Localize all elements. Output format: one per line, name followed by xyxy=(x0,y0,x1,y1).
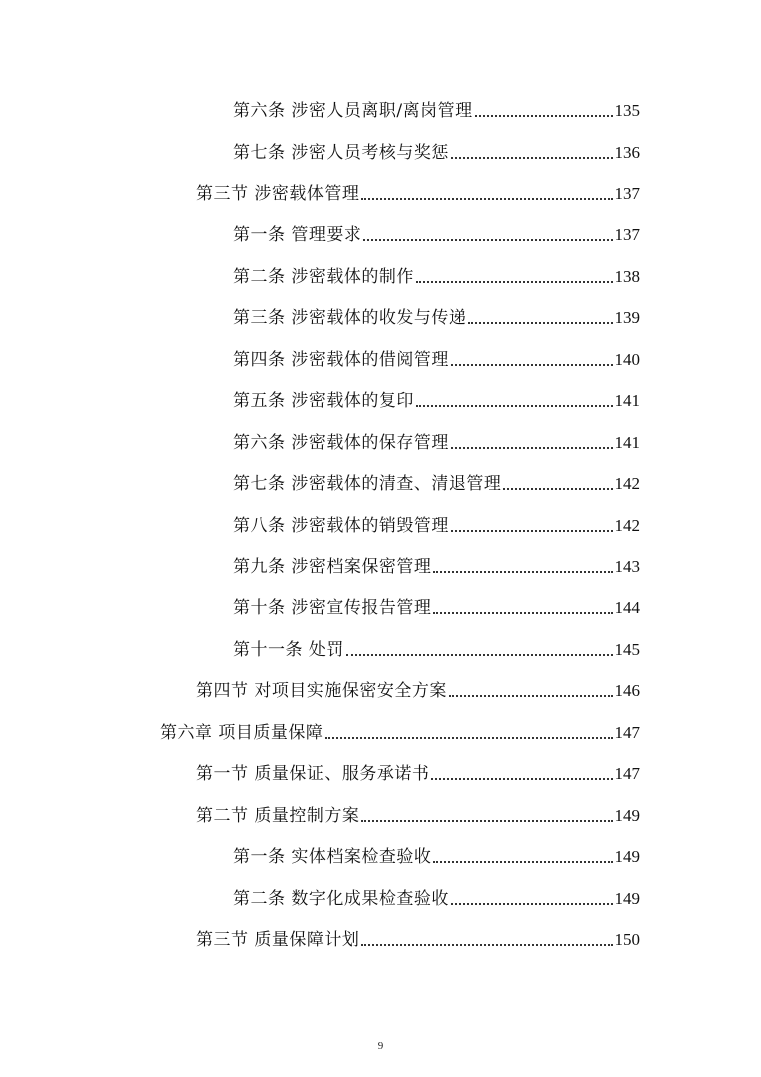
toc-entry-page: 139 xyxy=(614,308,640,327)
toc-entry-title: 第三节 涉密载体管理 xyxy=(196,184,360,204)
toc-entry[interactable] xyxy=(233,258,640,288)
toc-entry[interactable] xyxy=(196,755,640,785)
toc-dot-leader xyxy=(433,859,612,863)
toc-entry[interactable] xyxy=(233,589,640,619)
toc-entry-page: 141 xyxy=(614,391,640,410)
toc-entry-title: 第六章 项目质量保障 xyxy=(160,723,324,743)
toc-entry-page: 149 xyxy=(614,806,640,825)
toc-entry-page: 143 xyxy=(614,557,640,576)
toc-entry-page: 141 xyxy=(614,433,640,452)
toc-entry[interactable] xyxy=(233,880,640,910)
toc-dot-leader xyxy=(416,403,613,407)
toc-entry-title: 第二节 质量控制方案 xyxy=(196,806,360,826)
toc-entry-page: 149 xyxy=(614,889,640,908)
toc-entry-title: 第八条 涉密载体的销毁管理 xyxy=(233,516,449,536)
toc-dot-leader xyxy=(449,693,613,697)
toc-entry-title: 第三条 涉密载体的收发与传递 xyxy=(233,308,467,328)
toc-entry-title: 第七条 涉密人员考核与奖惩 xyxy=(233,143,449,163)
toc-entry-title: 第一节 质量保证、服务承诺书 xyxy=(196,764,430,784)
toc-entry-page: 137 xyxy=(614,225,640,244)
toc-entry[interactable] xyxy=(233,216,640,246)
toc-entry[interactable] xyxy=(233,341,640,371)
toc-entry[interactable] xyxy=(233,92,640,122)
toc-dot-leader xyxy=(361,942,612,946)
toc-entry-title: 第一条 管理要求 xyxy=(233,225,362,245)
toc-entry-title: 第二条 涉密载体的制作 xyxy=(233,267,414,287)
toc-dot-leader xyxy=(475,113,613,117)
toc-entry-page: 140 xyxy=(614,350,640,369)
toc-entry[interactable] xyxy=(233,507,640,537)
toc-dot-leader xyxy=(361,818,612,822)
page-number: 9 xyxy=(377,1040,384,1052)
toc-entry-title: 第四条 涉密载体的借阅管理 xyxy=(233,350,449,370)
toc-dot-leader xyxy=(346,652,613,656)
toc-entry-title: 第十一条 处罚 xyxy=(233,640,344,660)
toc-entry-title: 第三节 质量保障计划 xyxy=(196,930,360,950)
toc-entry-page: 147 xyxy=(614,764,640,783)
toc-entry-title: 第七条 涉密载体的清查、清退管理 xyxy=(233,474,502,494)
toc-dot-leader xyxy=(431,776,612,780)
toc-dot-leader xyxy=(325,735,612,739)
toc-dot-leader xyxy=(451,155,613,159)
toc-entry-page: 150 xyxy=(614,930,640,949)
toc-entry[interactable] xyxy=(233,631,640,661)
toc-entry[interactable] xyxy=(233,424,640,454)
toc-dot-leader xyxy=(361,196,612,200)
toc-entry-title: 第十条 涉密宣传报告管理 xyxy=(233,598,432,618)
toc-dot-leader xyxy=(433,610,612,614)
toc-entry-page: 145 xyxy=(614,640,640,659)
toc-entry-page: 135 xyxy=(614,101,640,120)
toc-dot-leader xyxy=(468,320,612,324)
toc-entry-page: 149 xyxy=(614,847,640,866)
toc-entry-page: 138 xyxy=(614,267,640,286)
toc-entry[interactable] xyxy=(196,175,640,205)
toc-dot-leader xyxy=(503,486,612,490)
toc-entry[interactable] xyxy=(160,714,640,744)
toc-entry[interactable] xyxy=(196,921,640,951)
toc-dot-leader xyxy=(451,901,613,905)
toc-entry-page: 137 xyxy=(614,184,640,203)
toc-entry-title: 第一条 实体档案检查验收 xyxy=(233,847,432,867)
toc-dot-leader xyxy=(451,445,613,449)
toc-entry-page: 147 xyxy=(614,723,640,742)
toc-entry-page: 142 xyxy=(614,474,640,493)
toc-entry[interactable] xyxy=(233,382,640,412)
toc-entry-title: 第二条 数字化成果检查验收 xyxy=(233,889,449,909)
toc-entry[interactable] xyxy=(196,672,640,702)
toc-entry[interactable] xyxy=(233,838,640,868)
toc-dot-leader xyxy=(433,569,612,573)
toc-entry-title: 第六条 涉密人员离职/离岗管理 xyxy=(233,101,473,121)
toc-dot-leader xyxy=(451,362,613,366)
toc-dot-leader xyxy=(416,279,613,283)
toc-entry-page: 136 xyxy=(614,143,640,162)
toc-entry-page: 142 xyxy=(614,516,640,535)
toc-entry[interactable] xyxy=(196,797,640,827)
toc-entry-title: 第五条 涉密载体的复印 xyxy=(233,391,414,411)
toc-entry-page: 146 xyxy=(614,681,640,700)
toc-dot-leader xyxy=(451,528,613,532)
toc-entry[interactable] xyxy=(233,299,640,329)
toc-entry-title: 第九条 涉密档案保密管理 xyxy=(233,557,432,577)
toc-entry[interactable] xyxy=(233,134,640,164)
toc-entry[interactable] xyxy=(233,548,640,578)
toc-dot-leader xyxy=(363,237,612,241)
toc-entry-title: 第四节 对项目实施保密安全方案 xyxy=(196,681,447,701)
toc-entry-title: 第六条 涉密载体的保存管理 xyxy=(233,433,449,453)
toc-entry[interactable] xyxy=(233,465,640,495)
toc-entry-page: 144 xyxy=(614,598,640,617)
